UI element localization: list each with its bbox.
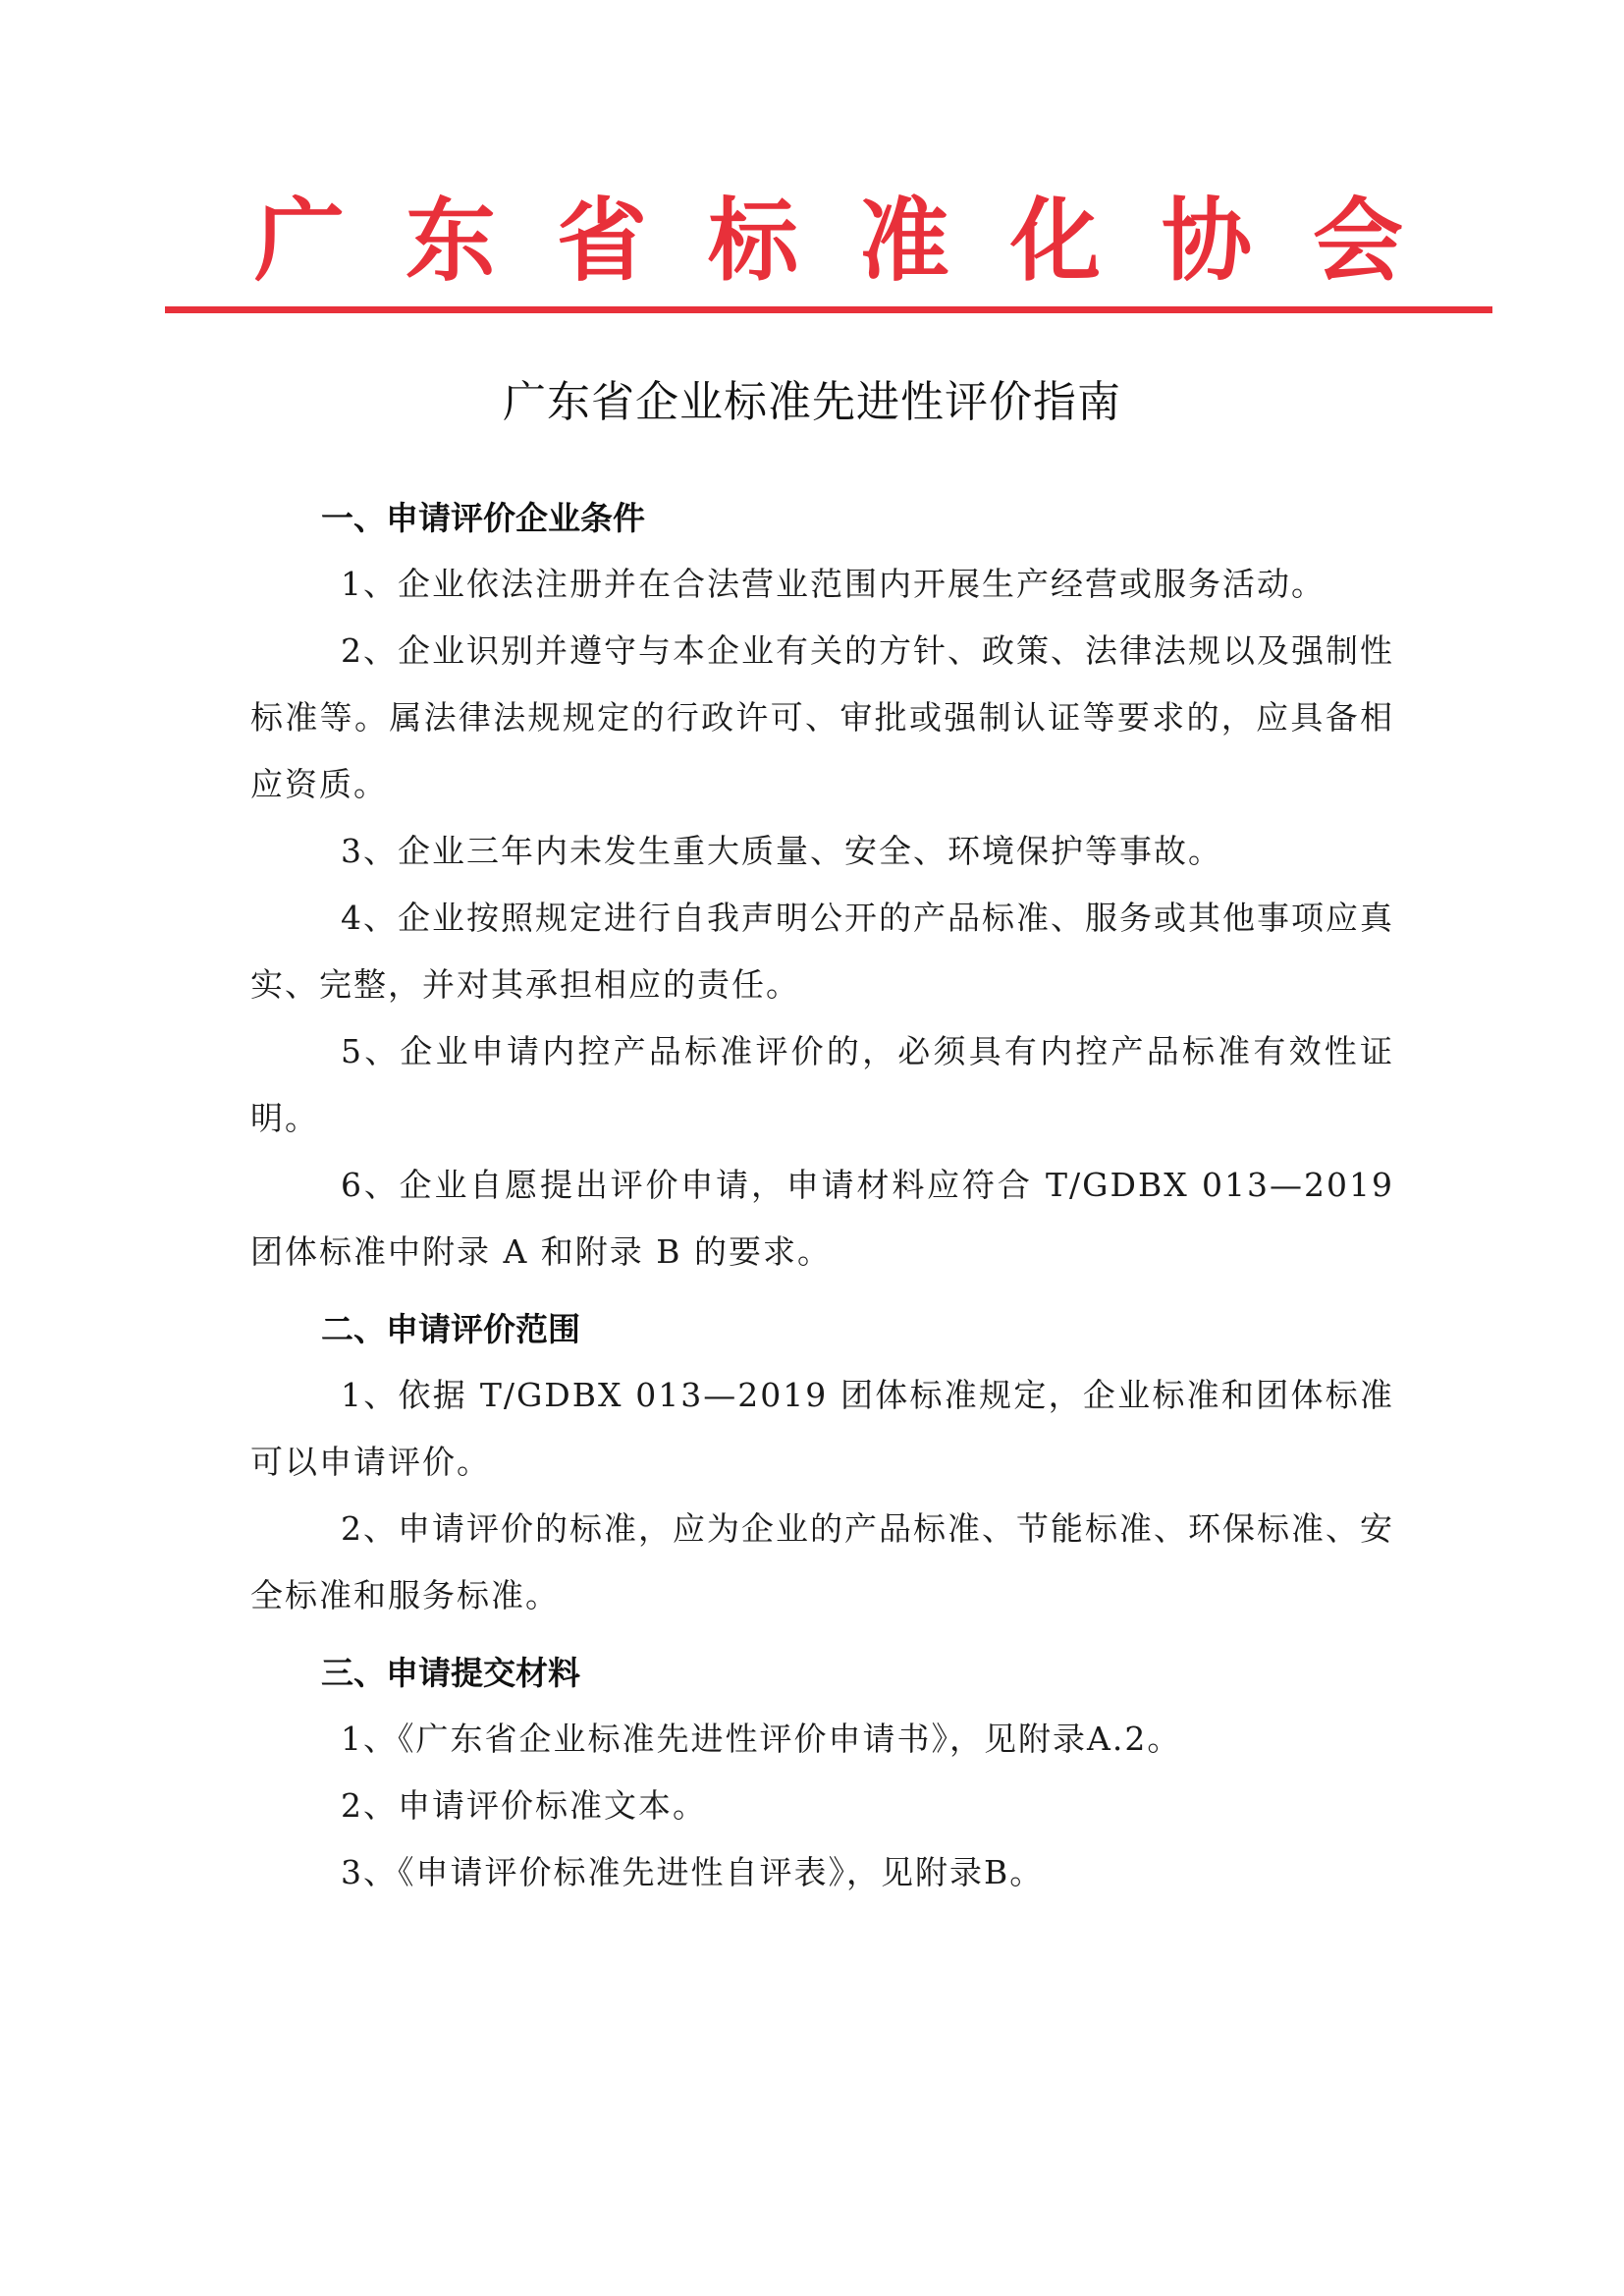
letterhead <box>165 167 1492 324</box>
organization-name: 广东省标准化协会 <box>253 188 1464 294</box>
scope-item: 1、依据 T/GDBX 013—2019 团体标准规定，企业标准和团体标准可以申请评价。 <box>250 1376 1394 1481</box>
material-item: 2、申请评价标准文本。 <box>341 1786 707 1825</box>
condition-item: 1、企业依法注册并在合法营业范围内开展生产经营或服务活动。 <box>341 565 1326 603</box>
document-body <box>250 486 1394 1906</box>
condition-item: 4、企业按照规定进行自我声明公开的产品标准、服务或其他事项应真实、完整，并对其承担相应的责任。 <box>250 899 1394 1004</box>
material-item: 3、《申请评价标准先进性自评表》，见附录B。 <box>341 1853 1045 1891</box>
letterhead-divider <box>165 306 1492 313</box>
material-item: 1、《广东省企业标准先进性评价申请书》，见附录A.2。 <box>341 1720 1182 1758</box>
section-applicant-conditions <box>250 486 1394 1285</box>
condition-item: 3、企业三年内未发生重大质量、安全、环境保护等事故。 <box>341 832 1222 870</box>
section-heading: 一、申请评价企业条件 <box>321 499 645 537</box>
document-title: 广东省企业标准先进性评价指南 <box>503 377 1121 427</box>
scope-item: 2、申请评价的标准，应为企业的产品标准、节能标准、环保标准、安全标准和服务标准。 <box>250 1509 1394 1614</box>
section-heading: 三、申请提交材料 <box>321 1654 580 1692</box>
section-submission-materials <box>250 1641 1394 1906</box>
condition-item: 2、企业识别并遵守与本企业有关的方针、政策、法律法规以及强制性标准等。属法律法规规定的行政许可、审批或强制认证等要求的，应具备相应资质。 <box>250 631 1394 803</box>
section-evaluation-scope <box>250 1297 1394 1629</box>
condition-item: 6、企业自愿提出评价申请，申请材料应符合 T/GDBX 013—2019 团体标准中附录 A 和附录 B 的要求。 <box>250 1166 1394 1271</box>
section-heading: 二、申请评价范围 <box>321 1310 580 1348</box>
condition-item: 5、企业申请内控产品标准评价的，必须具有内控产品标准有效性证明。 <box>250 1032 1394 1137</box>
